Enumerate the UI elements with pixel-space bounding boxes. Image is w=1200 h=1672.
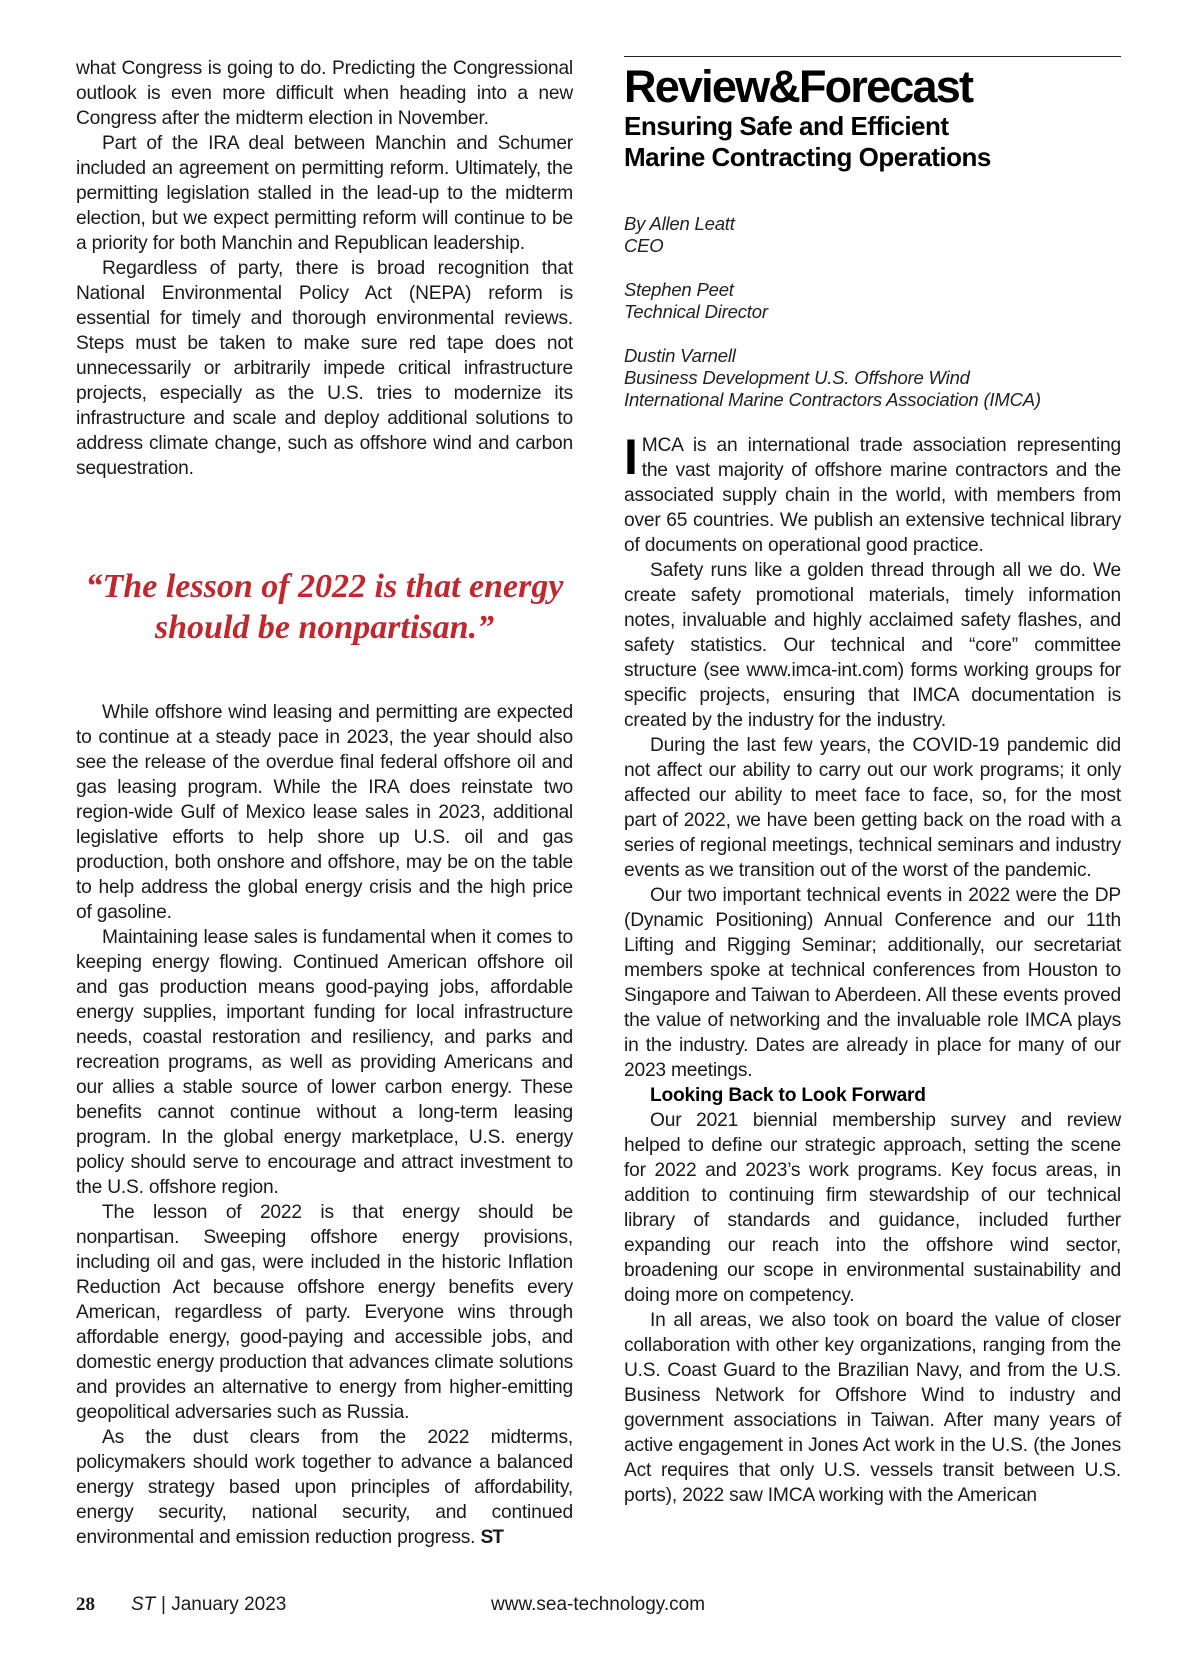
magazine-abbrev: ST <box>131 1594 156 1615</box>
paragraph: Our two important technical events in 2022 were the DP (Dynamic Positioning) Annual Conference and our 11th Lifting and Rigging Seminar; additionally, our secretariat members spoke at technical conferences from Houston to Singapore and Taiwan to Aberdeen. All these events proved the value of networking and the invaluable role IMCA plays in the industry. Dates are already in place for many of our 2023 meetings. <box>624 885 1121 1081</box>
left-column-top <box>76 56 573 481</box>
paragraph: Safety runs like a golden thread through all we do. We create safety promotional materials, timely information notes, invaluable and highly acclaimed safety flashes, and safety statistics. Our technical and “core” committee structure (see www.imca-int.com) forms working groups for specific projects, ensuring that IMCA documentation is created by the industry for the industry. <box>624 560 1121 731</box>
byline <box>624 213 1121 411</box>
paragraph: While offshore wind leasing and permitting are expected to continue at a steady pace in 2023, the year should also see the release of the overdue final federal offshore oil and gas leasing program. While the IRA does reinstate two region-wide Gulf of Mexico lease sales in 2023, additional legislative efforts to help shore up U.S. oil and gas production, both onshore and offshore, may be on the table to help address the global energy crisis and the high price of gasoline. <box>76 702 573 923</box>
drop-cap: I <box>624 429 638 485</box>
author-name: By Allen Leatt <box>624 213 735 234</box>
article-body <box>624 429 1121 1508</box>
author <box>624 345 1121 411</box>
website-link[interactable]: www.sea-technology.com <box>491 1594 706 1615</box>
author <box>624 279 1121 323</box>
section-kicker: Review&Forecast <box>624 61 973 112</box>
subheading: Looking Back to Look Forward <box>650 1085 926 1106</box>
author-role: Technical Director <box>624 301 768 322</box>
author-role: CEO <box>624 235 664 256</box>
paragraph: Our 2021 biennial membership survey and review helped to define our strategic approach, setting the scene for 2022 and 2023’s work programs. Key focus areas, in addition to continuing firm stewardship of our technical library of standards and guidance, included further expanding our reach into the offshore wind sector, broadening our scope in environmental sustainability and doing more on competency. <box>624 1110 1121 1306</box>
article-title <box>624 111 1121 173</box>
author-name: Stephen Peet <box>624 279 734 300</box>
paragraph-last <box>76 1425 573 1550</box>
left-column-bottom <box>76 700 573 1550</box>
paragraph: In all areas, we also took on board the value of closer collaboration with other key organizations, ranging from the U.S. Coast Guard to the Brazilian Navy, and from the U.S. Business Network for Offshore Wind to industry and government associations in Taiwan. After many years of active engagement in Jones Act work in the U.S. (the Jones Act requires that only U.S. vessels transit between U.S. ports), 2022 saw IMCA working with the American <box>624 1310 1121 1506</box>
section-rule <box>624 56 1121 57</box>
paragraph: Part of the IRA deal between Manchin and Schumer included an agreement on permitting reform. Ultimately, the permitting legislation stalled in the lead-up to the midterm election, but we expect permitting reform will continue to be a priority for both Manchin and Republican leadership. <box>76 133 573 254</box>
page-number: 28 <box>76 1594 95 1615</box>
paragraph-text: As the dust clears from the 2022 midterms, policymakers should work together to advance a balanced energy strategy based upon principles of affordability, energy security, national security, and continued environmental and emission reduction progress. <box>76 1427 573 1548</box>
right-column <box>624 56 1121 1508</box>
title-line: Ensuring Safe and Efficient <box>624 111 949 141</box>
author-name: Dustin Varnell <box>624 345 736 366</box>
paragraph: Regardless of party, there is broad recognition that National Environmental Policy Act (NEPA) reform is essential for timely and thorough environmental reviews. Steps must be taken to make sure red tape does not unnecessarily or arbitrarily impede critical infrastructure projects, especially as the U.S. tries to modernize its infrastructure and scale and deploy additional solutions to address climate change, such as offshore wind and carbon sequestration. <box>76 258 573 479</box>
title-line: Marine Contracting Operations <box>624 142 991 172</box>
paragraph <box>624 429 1121 558</box>
issue-date: | January 2023 <box>161 1594 287 1615</box>
pull-quote: “The lesson of 2022 is that energy should be nonpartisan.” <box>85 568 564 646</box>
paragraph: Maintaining lease sales is fundamental when it comes to keeping energy flowing. Continued American offshore oil and gas production means good-paying jobs, affordable energy supplies, important funding for local infrastructure needs, coastal restoration and resiliency, and parks and recreation programs, as well as providing Americans and our allies a stable source of lower carbon energy. These benefits cannot continue without a long-term leasing program. In the global energy marketplace, U.S. energy policy should serve to encourage and attract investment to the U.S. offshore region. <box>76 927 573 1198</box>
end-mark: ST <box>480 1527 503 1548</box>
paragraph: During the last few years, the COVID-19 pandemic did not affect our ability to carry out our work programs; it only affected our ability to meet face to face, so, for the most part of 2022, we have been getting back on the road with a series of regional meetings, technical seminars and industry events as we transition out of the worst of the pandemic. <box>624 735 1121 881</box>
author-org: International Marine Contractors Association (IMCA) <box>624 389 1041 410</box>
author-role: Business Development U.S. Offshore Wind <box>624 367 970 388</box>
paragraph: what Congress is going to do. Predicting the Congressional outlook is even more difficult when heading into a new Congress after the midterm election in November. <box>76 58 573 129</box>
paragraph-text: MCA is an international trade association representing the vast majority of offshore marine contractors and the associated supply chain in the world, with members from over 65 countries. We publish an extensive technical library of documents on operational good practice. <box>624 435 1121 556</box>
author <box>624 213 1121 257</box>
paragraph: The lesson of 2022 is that energy should be nonpartisan. Sweeping offshore energy provisions, including oil and gas, were included in the historic Inflation Reduction Act because offshore energy benefits every American, regardless of party. Everyone wins through affordable energy, good-paying and accessible jobs, and domestic energy production that advances climate solutions and provides an alternative to energy from higher-emitting geopolitical adversaries such as Russia. <box>76 1202 573 1423</box>
